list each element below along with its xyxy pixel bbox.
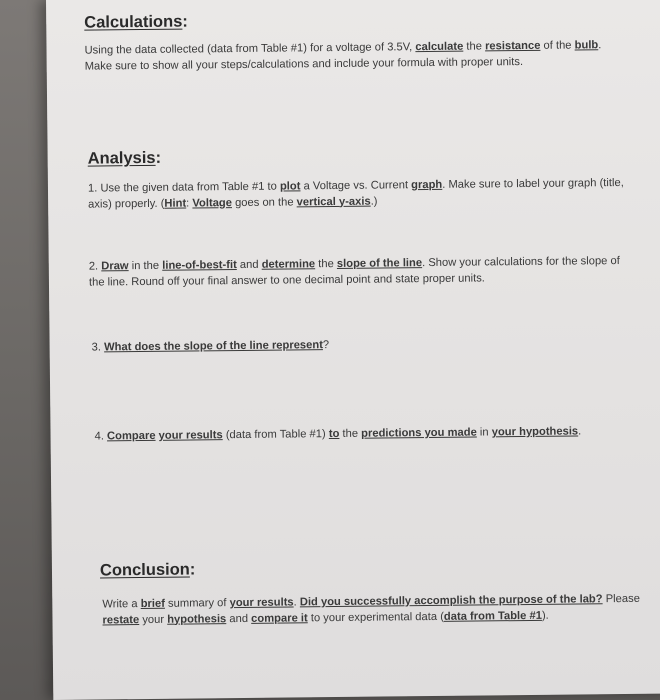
emphasis-compare-it: compare it: [251, 611, 308, 625]
emphasis-your-hypothesis: your hypothesis: [491, 425, 579, 439]
calculations-heading: [84, 13, 188, 33]
emphasis-compare: Compare: [106, 429, 156, 443]
text-run: to your experimental data (: [307, 610, 444, 624]
text-run: in the: [128, 259, 163, 273]
emphasis-calculate: calculate: [415, 40, 464, 54]
emphasis-slope-meaning: What does the slope of the line represent: [104, 339, 323, 354]
text-run: Using the data collected (data from Table #1) for a voltage of 3.5V,: [84, 41, 416, 57]
analysis-heading: [88, 149, 162, 169]
text-run: the: [315, 257, 337, 271]
conclusion-instructions: [102, 592, 642, 629]
conclusion-heading-text: Conclusion: [99, 560, 190, 580]
text-run: 4.: [94, 430, 108, 443]
emphasis-hypothesis: hypothesis: [167, 612, 227, 626]
conclusion-heading: [100, 560, 196, 580]
text-run: and: [236, 258, 262, 272]
text-run: in: [476, 426, 492, 439]
emphasis-restate: restate: [102, 613, 140, 626]
calculations-heading-text: Calculations: [84, 12, 183, 32]
text-run: 3.: [91, 341, 105, 354]
emphasis-your-results: your results: [229, 596, 294, 610]
text-run: a Voltage vs. Current: [300, 179, 412, 193]
text-run: .: [578, 425, 582, 438]
text-run: of the: [540, 39, 575, 52]
text-run: ).: [541, 609, 549, 622]
emphasis-voltage: Voltage: [192, 196, 233, 209]
emphasis-draw: Draw: [101, 260, 129, 273]
calculations-heading-colon: :: [182, 12, 188, 31]
text-run: 2.: [88, 260, 102, 273]
emphasis-determine: determine: [261, 258, 316, 271]
analysis-question-4: [95, 424, 640, 445]
text-run: :: [186, 196, 193, 210]
emphasis-purpose-question: Did you successfully accomplish the purpose of the lab?: [299, 593, 603, 609]
conclusion-heading-colon: :: [189, 560, 196, 579]
text-run: (data from Table #1): [222, 428, 329, 442]
text-run: Please: [602, 592, 640, 606]
analysis-question-3: [92, 335, 637, 356]
emphasis-resistance: resistance: [484, 39, 541, 53]
analysis-question-1: [88, 176, 633, 213]
document-body: [84, 8, 640, 626]
text-run: summary of: [164, 597, 230, 610]
emphasis-to: to: [328, 427, 340, 441]
emphasis-line-of-best-fit: line-of-best-fit: [162, 259, 237, 272]
calculations-instructions: [84, 38, 629, 75]
emphasis-vertical-y-axis: vertical y-axis: [296, 195, 371, 208]
analysis-question-2: [89, 254, 634, 291]
text-run: the: [339, 427, 362, 440]
text-run: . Make sure to show all your steps/calculations and include your formula with proper units.: [84, 39, 602, 73]
text-run: ?: [322, 339, 330, 352]
emphasis-your-results: your results: [158, 429, 223, 442]
emphasis-data-from-table: data from Table #1: [443, 609, 542, 623]
text-run: . Show your calculations for the slope of the line. Round off your final answer to one decimal point and state proper units.: [88, 255, 620, 289]
text-run: .): [370, 195, 378, 208]
emphasis-brief: brief: [140, 597, 165, 611]
emphasis-plot: plot: [279, 180, 301, 193]
text-run: goes on the: [231, 195, 297, 209]
analysis-heading-colon: :: [155, 148, 162, 167]
text-run: and: [226, 612, 252, 625]
text-run: your: [139, 613, 168, 626]
emphasis-bulb: bulb: [574, 39, 599, 52]
emphasis-slope-of-the-line: slope of the line: [336, 257, 423, 270]
emphasis-hint: Hint: [164, 197, 187, 210]
text-run: .: [293, 596, 300, 609]
text-run: . Make sure to label your graph (title, axis) properly. (: [88, 176, 624, 211]
analysis-heading-text: Analysis: [87, 148, 156, 168]
emphasis-predictions: predictions you made: [361, 426, 477, 440]
text-run: 1. Use the given data from Table #1 to: [87, 180, 280, 195]
paper-sheet: [46, 0, 660, 700]
emphasis-graph: graph: [411, 178, 443, 192]
text-run: Write a: [102, 598, 141, 611]
text-run: the: [463, 40, 486, 53]
